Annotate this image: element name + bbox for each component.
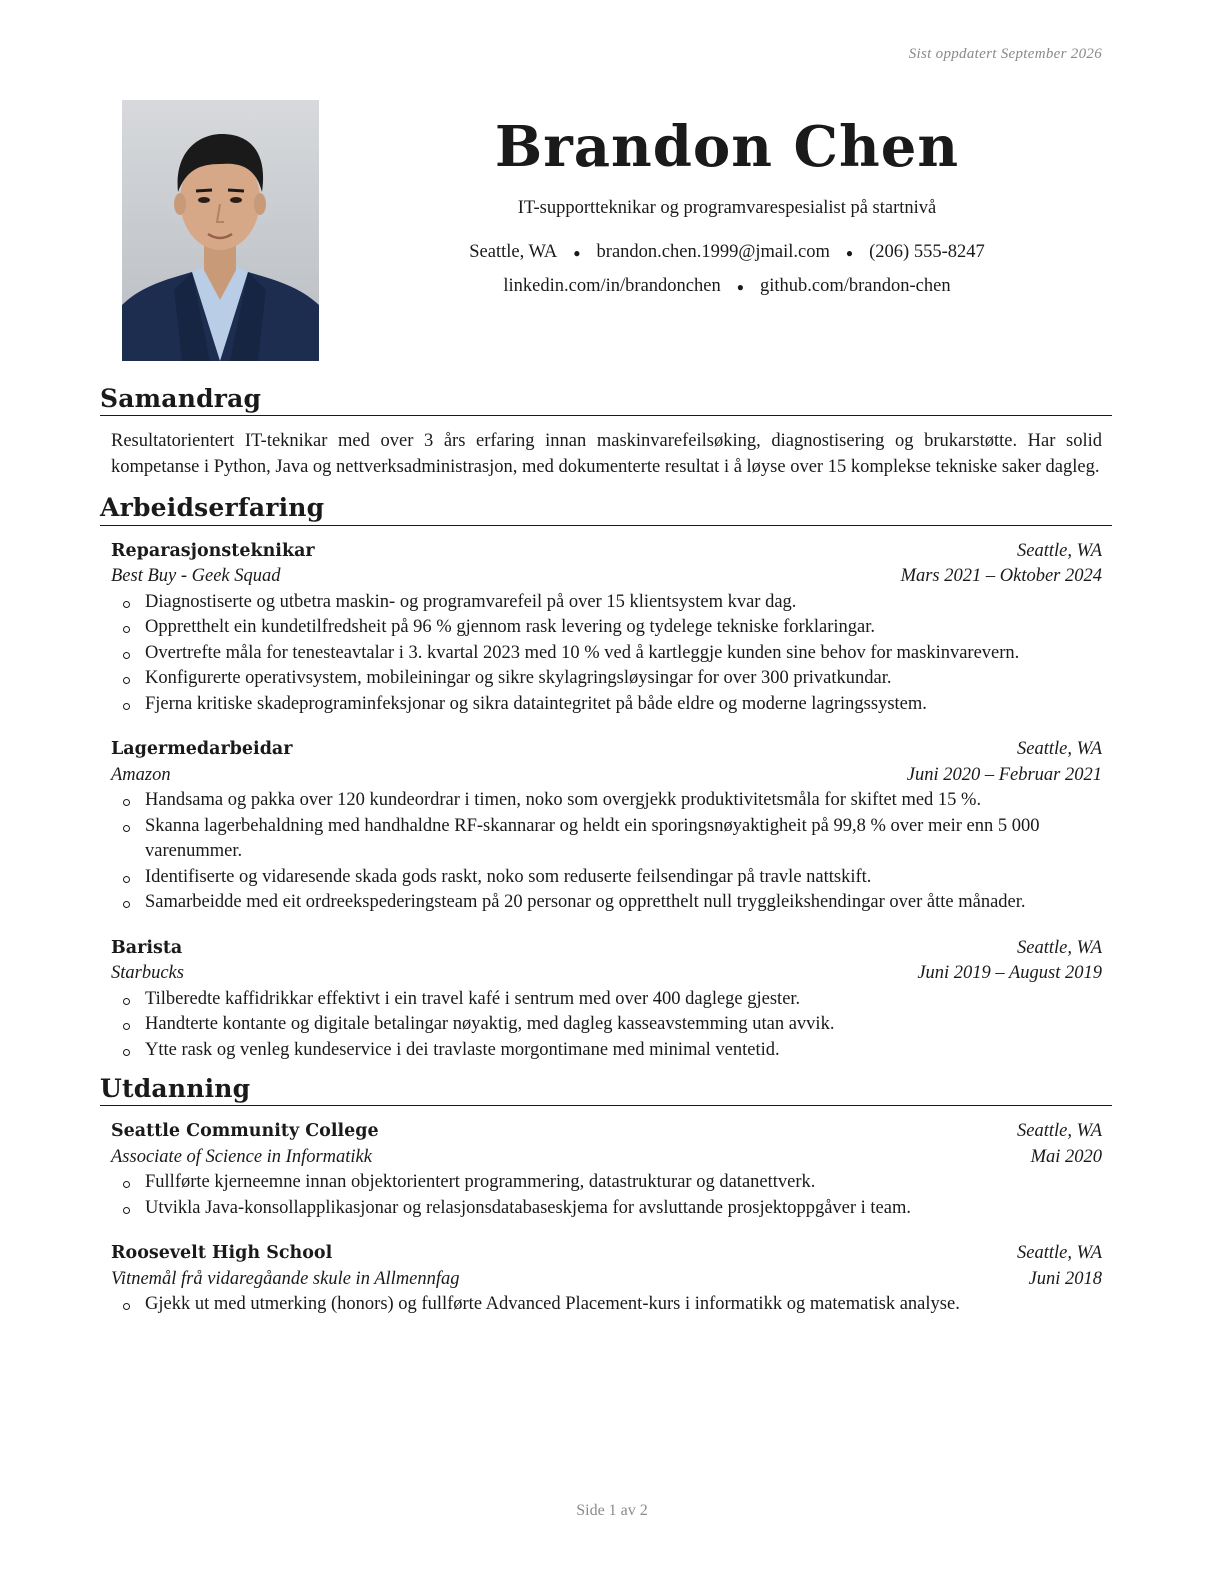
education-section bbox=[100, 1073, 1112, 1318]
location-text: Seattle, WA bbox=[469, 242, 558, 262]
job-entry bbox=[100, 936, 1112, 1064]
bullet-separator: ● bbox=[736, 279, 744, 294]
bullet-separator: ● bbox=[573, 245, 581, 260]
job-dates: Mars 2021 – Oktober 2024 bbox=[900, 566, 1102, 586]
job-bullets bbox=[111, 987, 1102, 1064]
page-number: Side 1 av 2 bbox=[576, 1502, 648, 1519]
list-item: Fjerna kritiske skadeprograminfeksjonar og sikra dataintegritet på både eldre og moderne lagringssystem. bbox=[113, 692, 1102, 718]
list-item: Ytte rask og venleg kundeservice i dei travlaste morgontimane med minimal ventetid. bbox=[113, 1038, 1102, 1064]
experience-section bbox=[100, 492, 1112, 1063]
summary-section bbox=[100, 383, 1112, 480]
section-title-summary: Samandrag bbox=[100, 383, 1112, 416]
list-item: Overtrefte måla for tenesteavtalar i 3. kvartal 2023 med 10 % ved å kartleggje kunden sine behov for maskinvarevern. bbox=[113, 641, 1102, 667]
job-location: Seattle, WA bbox=[1016, 739, 1102, 759]
list-item: Gjekk ut med utmerking (honors) og fullførte Advanced Placement-kurs i informatikk og matematisk analyse. bbox=[113, 1292, 1102, 1318]
candidate-role: IT-supportteknikar og programvarespesialist på startnivå bbox=[517, 198, 937, 218]
education-bullets bbox=[111, 1292, 1102, 1318]
degree-name: Vitnemål frå vidaregåande skule in Allmennfag bbox=[111, 1268, 460, 1289]
education-entry bbox=[100, 1241, 1112, 1318]
education-dates: Juni 2018 bbox=[1028, 1268, 1102, 1289]
job-entry bbox=[100, 737, 1112, 916]
list-item: Tilberedte kaffidrikkar effektivt i ein travel kafé i sentrum med over 400 daglege gjester. bbox=[113, 987, 1102, 1013]
last-updated-note: Sist oppdatert September 2026 bbox=[908, 46, 1102, 62]
phone-text: (206) 555-8247 bbox=[869, 242, 985, 262]
school-name: Roosevelt High School bbox=[111, 1243, 333, 1264]
job-bullets bbox=[111, 788, 1102, 916]
job-dates: Juni 2019 – August 2019 bbox=[917, 963, 1102, 983]
list-item: Skanna lagerbehaldning med handhaldne RF-skannarar og heldt ein sporingsnøyaktigheit på 99,8 % over meir enn 5 000 varenummer. bbox=[113, 814, 1102, 865]
job-location: Seattle, WA bbox=[1016, 937, 1102, 958]
list-item: Handterte kontante og digitale betalingar nøyaktig, med dagleg kasseavstemming utan avvik. bbox=[113, 1012, 1102, 1038]
school-location: Seattle, WA bbox=[1016, 1243, 1102, 1264]
list-item: Diagnostiserte og utbetra maskin- og programvarefeil på over 15 klientsystem kvar dag. bbox=[113, 590, 1102, 616]
list-item: Identifiserte og vidaresende skada gods raskt, noko som reduserte feilsendingar på travle nattskift. bbox=[113, 865, 1102, 891]
job-dates: Juni 2020 – Februar 2021 bbox=[906, 764, 1102, 785]
list-item: Konfigurerte operativsystem, mobileiningar og sikre skylagringsløysingar for over 300 privatkundar. bbox=[113, 666, 1102, 692]
bullet-separator: ● bbox=[845, 245, 854, 260]
job-bullets bbox=[111, 590, 1102, 718]
job-company: Best Buy - Geek Squad bbox=[111, 566, 281, 586]
linkedin-link[interactable]: linkedin.com/in/brandonchen bbox=[503, 276, 721, 297]
job-role: Reparasjonsteknikar bbox=[111, 540, 315, 561]
job-company: Amazon bbox=[111, 764, 171, 785]
job-role: Lagermedarbeidar bbox=[111, 739, 293, 759]
job-entry bbox=[100, 539, 1112, 718]
resume-body bbox=[100, 383, 1112, 1328]
resume-header bbox=[330, 112, 1124, 303]
job-role: Barista bbox=[111, 937, 183, 958]
list-item: Utvikla Java-konsollapplikasjonar og relasjonsdatabaseskjema for avsluttande prosjektoppgåver i team. bbox=[113, 1196, 1102, 1222]
candidate-name: Brandon Chen bbox=[494, 114, 960, 180]
portrait-illustration bbox=[122, 100, 319, 361]
education-entry bbox=[100, 1119, 1112, 1221]
email-link[interactable]: brandon.chen.1999@jmail.com bbox=[596, 242, 830, 262]
list-item: Handsama og pakka over 120 kundeordrar i timen, noko som overgjekk produktivitetsmåla for skiftet med 15 %. bbox=[113, 788, 1102, 814]
education-bullets bbox=[111, 1170, 1102, 1221]
section-title-education: Utdanning bbox=[100, 1073, 1112, 1106]
profile-photo bbox=[122, 100, 319, 361]
school-name: Seattle Community College bbox=[111, 1121, 379, 1142]
education-dates: Mai 2020 bbox=[1030, 1146, 1102, 1167]
list-item: Samarbeidde med eit ordreekspederingsteam på 20 personar og oppretthelt null tryggleikshendingar over åtte månader. bbox=[113, 890, 1102, 916]
section-title-experience: Arbeidserfaring bbox=[100, 492, 1112, 525]
contact-info bbox=[330, 235, 1124, 303]
school-location: Seattle, WA bbox=[1016, 1121, 1102, 1142]
github-link[interactable]: github.com/brandon-chen bbox=[759, 276, 951, 297]
job-company: Starbucks bbox=[111, 963, 184, 983]
summary-text: Resultatorientert IT-teknikar med over 3 års erfaring innan maskinvarefeilsøking, diagnostisering og brukarstøtte. Har solid kompetanse i Python, Java og nettverksadministrasjon, med dokumenterte resultat i å løyse over 15 komplekse tekniske saker dagleg. bbox=[111, 431, 1102, 477]
list-item: Oppretthelt ein kundetilfredsheit på 96 % gjennom rask levering og tydelege tekniske forklaringar. bbox=[113, 615, 1102, 641]
list-item: Fullførte kjerneemne innan objektorientert programmering, datastrukturar og datanettverk. bbox=[113, 1170, 1102, 1196]
degree-name: Associate of Science in Informatikk bbox=[111, 1146, 372, 1167]
job-location: Seattle, WA bbox=[1016, 540, 1102, 561]
